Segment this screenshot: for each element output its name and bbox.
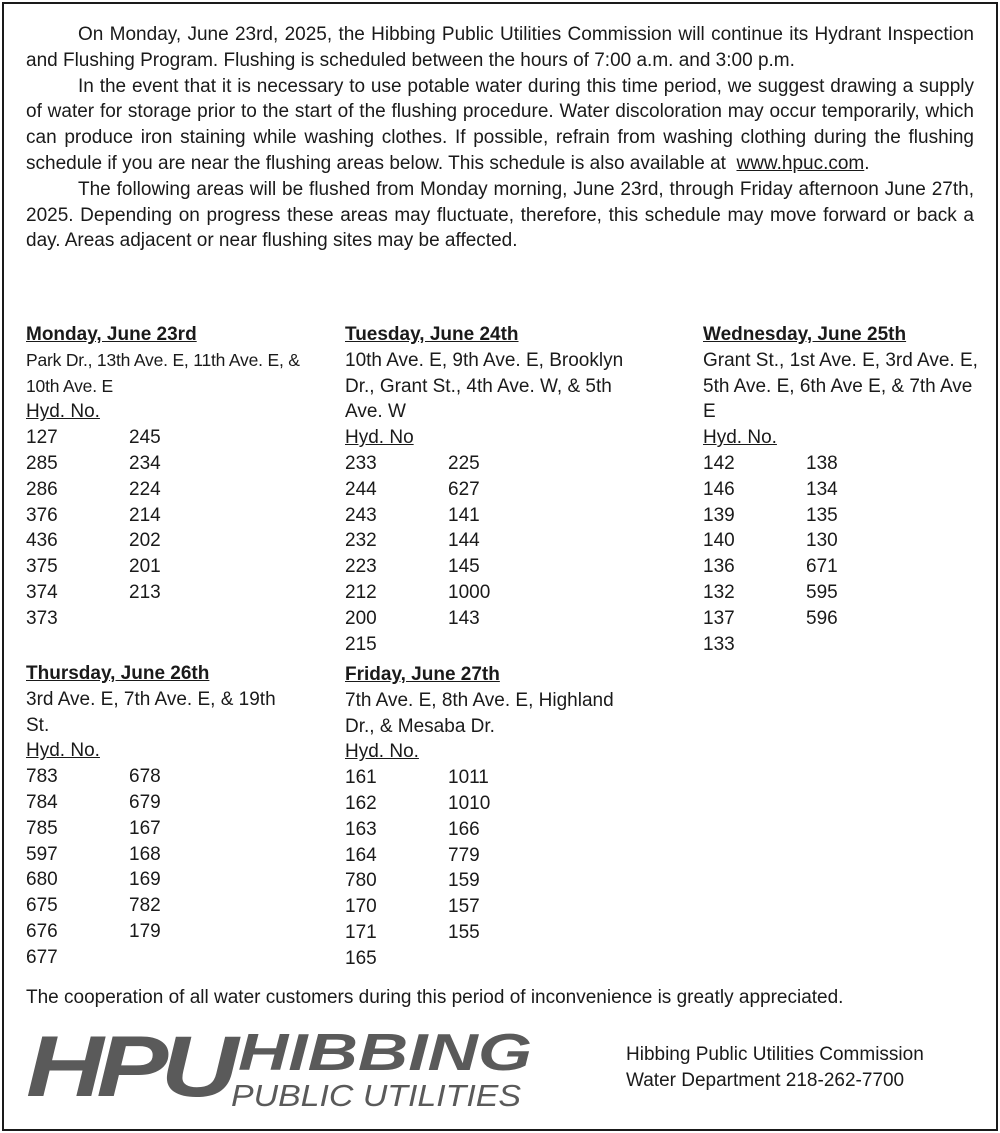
- hydrant-number: 170: [345, 896, 377, 918]
- intro-paragraph-2: In the event that it is necessary to use potable water during this time period, we suggest drawing a supply of water for storage prior to the start of the flushing procedure. Water discoloration may occur temporarily, which can produce iron staining while washing clothes. If possible, refrain from washing clothing during the flushing schedule if you are near the flushing areas below. This schedule is also available at www.hpuc.com.: [26, 75, 974, 174]
- hydrant-number: 161: [345, 767, 377, 789]
- table-row: [26, 919, 249, 945]
- hydrant-number: 141: [448, 504, 480, 526]
- table-row: [345, 632, 568, 658]
- hydrant-number: 373: [26, 607, 58, 629]
- hydrant-number: 179: [129, 920, 161, 942]
- hydrant-number: [129, 606, 249, 632]
- hydrant-number: 214: [129, 504, 161, 526]
- table-row: [26, 477, 249, 503]
- hydrant-number: 224: [129, 478, 161, 500]
- hydrant-table: [26, 764, 249, 970]
- hydrant-number: 675: [26, 895, 58, 917]
- table-row: [26, 893, 249, 919]
- hydrant-number: 784: [26, 791, 58, 813]
- hydrant-number: 376: [26, 504, 58, 526]
- hydrant-number: 127: [26, 427, 58, 449]
- table-row: [703, 503, 926, 529]
- day-heading: Friday, June 27th: [345, 664, 500, 685]
- hydrant-number: 677: [26, 946, 58, 968]
- table-row: [703, 632, 926, 658]
- hydrant-number: 232: [345, 530, 377, 552]
- hydrant-number: 671: [806, 556, 838, 578]
- schedule-tuesday: [345, 322, 630, 657]
- hydrant-number: 596: [806, 607, 838, 629]
- hydrant-number: 233: [345, 452, 377, 474]
- table-row: [703, 477, 926, 503]
- hydrant-number: 165: [345, 947, 377, 969]
- schedule-wednesday: [703, 322, 978, 657]
- street-list: 3rd Ave. E, 7th Ave. E, & 19th St.: [26, 688, 276, 736]
- table-row: [26, 606, 249, 632]
- hydrant-number: 133: [703, 633, 735, 655]
- contact-block: [626, 1042, 924, 1094]
- hydrant-table: [345, 765, 568, 971]
- schedule-thursday: [26, 661, 286, 971]
- table-row: [345, 580, 568, 606]
- hydrant-number: 200: [345, 607, 377, 629]
- table-row: [345, 894, 568, 920]
- hydrant-number: 135: [806, 504, 838, 526]
- intro-paragraph-2-text: In the event that it is necessary to use potable water during this time period, we suggest drawing a supply of water for storage prior to the start of the flushing procedure. Water discoloration may occur temporarily, which can produce iron staining while washing clothes. If possible, refrain from washing clothing during the flushing schedule if you are near the flushing areas below. This schedule is also available at: [26, 75, 974, 174]
- hpu-logo: [26, 1020, 536, 1112]
- hydrant-label: Hyd. No.: [26, 401, 100, 423]
- hydrant-number: 162: [345, 792, 377, 814]
- table-row: [26, 425, 249, 451]
- hydrant-number: 143: [448, 607, 480, 629]
- table-row: [345, 843, 568, 869]
- hydrant-number: 374: [26, 581, 58, 603]
- intro-text: [26, 22, 974, 254]
- hydrant-number: 140: [703, 530, 735, 552]
- table-row: [345, 503, 568, 529]
- hydrant-number: 1000: [448, 581, 491, 603]
- website-link[interactable]: www.hpuc.com: [736, 152, 865, 174]
- hydrant-number: 597: [26, 843, 58, 865]
- hydrant-number: 163: [345, 818, 377, 840]
- hydrant-number: 164: [345, 844, 377, 866]
- street-list: Park Dr., 13th Ave. E, 11th Ave. E, & 10th Ave. E: [26, 349, 300, 396]
- hydrant-number: 171: [345, 921, 377, 943]
- table-row: [26, 451, 249, 477]
- street-list: Grant St., 1st Ave. E, 3rd Ave. E, 5th Ave. E, 6th Ave E, & 7th Ave E: [703, 349, 978, 423]
- hydrant-number: 138: [806, 452, 838, 474]
- table-row: [703, 528, 926, 554]
- hydrant-number: 234: [129, 452, 161, 474]
- hydrant-number: 780: [345, 870, 377, 892]
- table-row: [345, 920, 568, 946]
- table-row: [26, 503, 249, 529]
- hydrant-number: 134: [806, 478, 838, 500]
- table-row: [703, 451, 926, 477]
- hydrant-label: Hyd. No.: [345, 741, 419, 763]
- table-row: [26, 580, 249, 606]
- hydrant-number: 375: [26, 556, 58, 578]
- table-row: [26, 554, 249, 580]
- hydrant-number: 679: [129, 791, 161, 813]
- table-row: [703, 554, 926, 580]
- hydrant-number: 627: [448, 478, 480, 500]
- hydrant-number: 132: [703, 581, 735, 603]
- hydrant-number: 436: [26, 530, 58, 552]
- table-row: [345, 451, 568, 477]
- day-heading: Wednesday, June 25th: [703, 324, 907, 345]
- hydrant-number: 676: [26, 920, 58, 942]
- hydrant-number: 225: [448, 452, 480, 474]
- hydrant-number: 137: [703, 607, 735, 629]
- hydrant-number: 785: [26, 817, 58, 839]
- hydrant-number: 213: [129, 581, 161, 603]
- intro-paragraph-3: The following areas will be flushed from Monday morning, June 23rd, through Friday afternoon June 27th, 2025. Depending on progress these areas may fluctuate, therefore, this schedule may move forward or back a day. Areas adjacent or near flushing sites may be affected.: [26, 178, 974, 252]
- hydrant-number: 202: [129, 530, 161, 552]
- hydrant-number: 145: [448, 556, 480, 578]
- hydrant-label: Hyd. No: [345, 427, 414, 449]
- table-row: [345, 791, 568, 817]
- hydrant-number: 130: [806, 530, 838, 552]
- hydrant-number: 244: [345, 478, 377, 500]
- hydrant-number: 167: [129, 817, 161, 839]
- table-row: [703, 580, 926, 606]
- hydrant-number: 680: [26, 869, 58, 891]
- table-row: [345, 606, 568, 632]
- hydrant-table: [345, 451, 568, 657]
- schedule-friday: [345, 662, 630, 972]
- table-row: [26, 528, 249, 554]
- hydrant-number: [448, 946, 568, 972]
- table-row: [345, 477, 568, 503]
- hydrant-number: 215: [345, 633, 377, 655]
- table-row: [345, 528, 568, 554]
- hydrant-table: [26, 425, 249, 631]
- hydrant-number: 166: [448, 818, 480, 840]
- hydrant-number: 201: [129, 556, 161, 578]
- day-heading: Monday, June 23rd: [26, 324, 197, 345]
- table-row: [26, 945, 249, 971]
- street-list: 7th Ave. E, 8th Ave. E, Highland Dr., & Mesaba Dr.: [345, 689, 614, 737]
- table-row: [26, 867, 249, 893]
- hydrant-number: 243: [345, 504, 377, 526]
- hydrant-number: [806, 632, 926, 658]
- hydrant-number: 142: [703, 452, 735, 474]
- hydrant-number: 595: [806, 581, 838, 603]
- table-row: [703, 606, 926, 632]
- hydrant-number: 136: [703, 556, 735, 578]
- hydrant-number: 146: [703, 478, 735, 500]
- hydrant-number: 782: [129, 895, 161, 917]
- table-row: [345, 946, 568, 972]
- day-heading: Thursday, June 26th: [26, 663, 210, 684]
- hydrant-number: 245: [129, 427, 161, 449]
- schedule-monday: [26, 322, 326, 632]
- hibbing-wordmark: HIBBING: [238, 1024, 532, 1082]
- hpu-logo-mark: HPU: [26, 1020, 241, 1112]
- hydrant-table: [703, 451, 926, 657]
- hydrant-number: 212: [345, 581, 377, 603]
- hydrant-number: [129, 945, 249, 971]
- contact-department-phone: Water Department 218-262-7700: [626, 1069, 905, 1091]
- hydrant-number: 157: [448, 896, 480, 918]
- hydrant-number: 169: [129, 869, 161, 891]
- hydrant-number: 223: [345, 556, 377, 578]
- hydrant-label: Hyd. No.: [703, 427, 777, 449]
- table-row: [345, 765, 568, 791]
- table-row: [345, 817, 568, 843]
- hydrant-number: 783: [26, 766, 58, 788]
- table-row: [26, 842, 249, 868]
- table-row: [345, 554, 568, 580]
- hydrant-label: Hyd. No.: [26, 740, 100, 762]
- hydrant-number: 168: [129, 843, 161, 865]
- hydrant-number: 1011: [448, 767, 489, 789]
- public-utilities-wordmark: PUBLIC UTILITIES: [231, 1078, 522, 1112]
- hydrant-number: 139: [703, 504, 735, 526]
- hydrant-number: [448, 632, 568, 658]
- table-row: [26, 816, 249, 842]
- closing-statement: The cooperation of all water customers during this period of inconvenience is greatly appreciated.: [26, 987, 844, 1008]
- day-heading: Tuesday, June 24th: [345, 324, 519, 345]
- hydrant-number: 779: [448, 844, 480, 866]
- hydrant-number: 286: [26, 478, 58, 500]
- street-list: 10th Ave. E, 9th Ave. E, Brooklyn Dr., Grant St., 4th Ave. W, & 5th Ave. W: [345, 349, 624, 423]
- intro-paragraph-1: On Monday, June 23rd, 2025, the Hibbing Public Utilities Commission will continue its Hydrant Inspection and Flushing Program. Flushing is scheduled between the hours of 7:00 a.m. and 3:00 p.m.: [26, 24, 974, 71]
- hydrant-number: 159: [448, 870, 480, 892]
- table-row: [345, 868, 568, 894]
- table-row: [26, 764, 249, 790]
- hydrant-number: 144: [448, 530, 480, 552]
- hydrant-number: 1010: [448, 792, 491, 814]
- hydrant-number: 155: [448, 921, 480, 943]
- hydrant-number: 678: [129, 766, 161, 788]
- hydrant-number: 285: [26, 452, 58, 474]
- contact-organization: Hibbing Public Utilities Commission: [626, 1044, 924, 1065]
- table-row: [26, 790, 249, 816]
